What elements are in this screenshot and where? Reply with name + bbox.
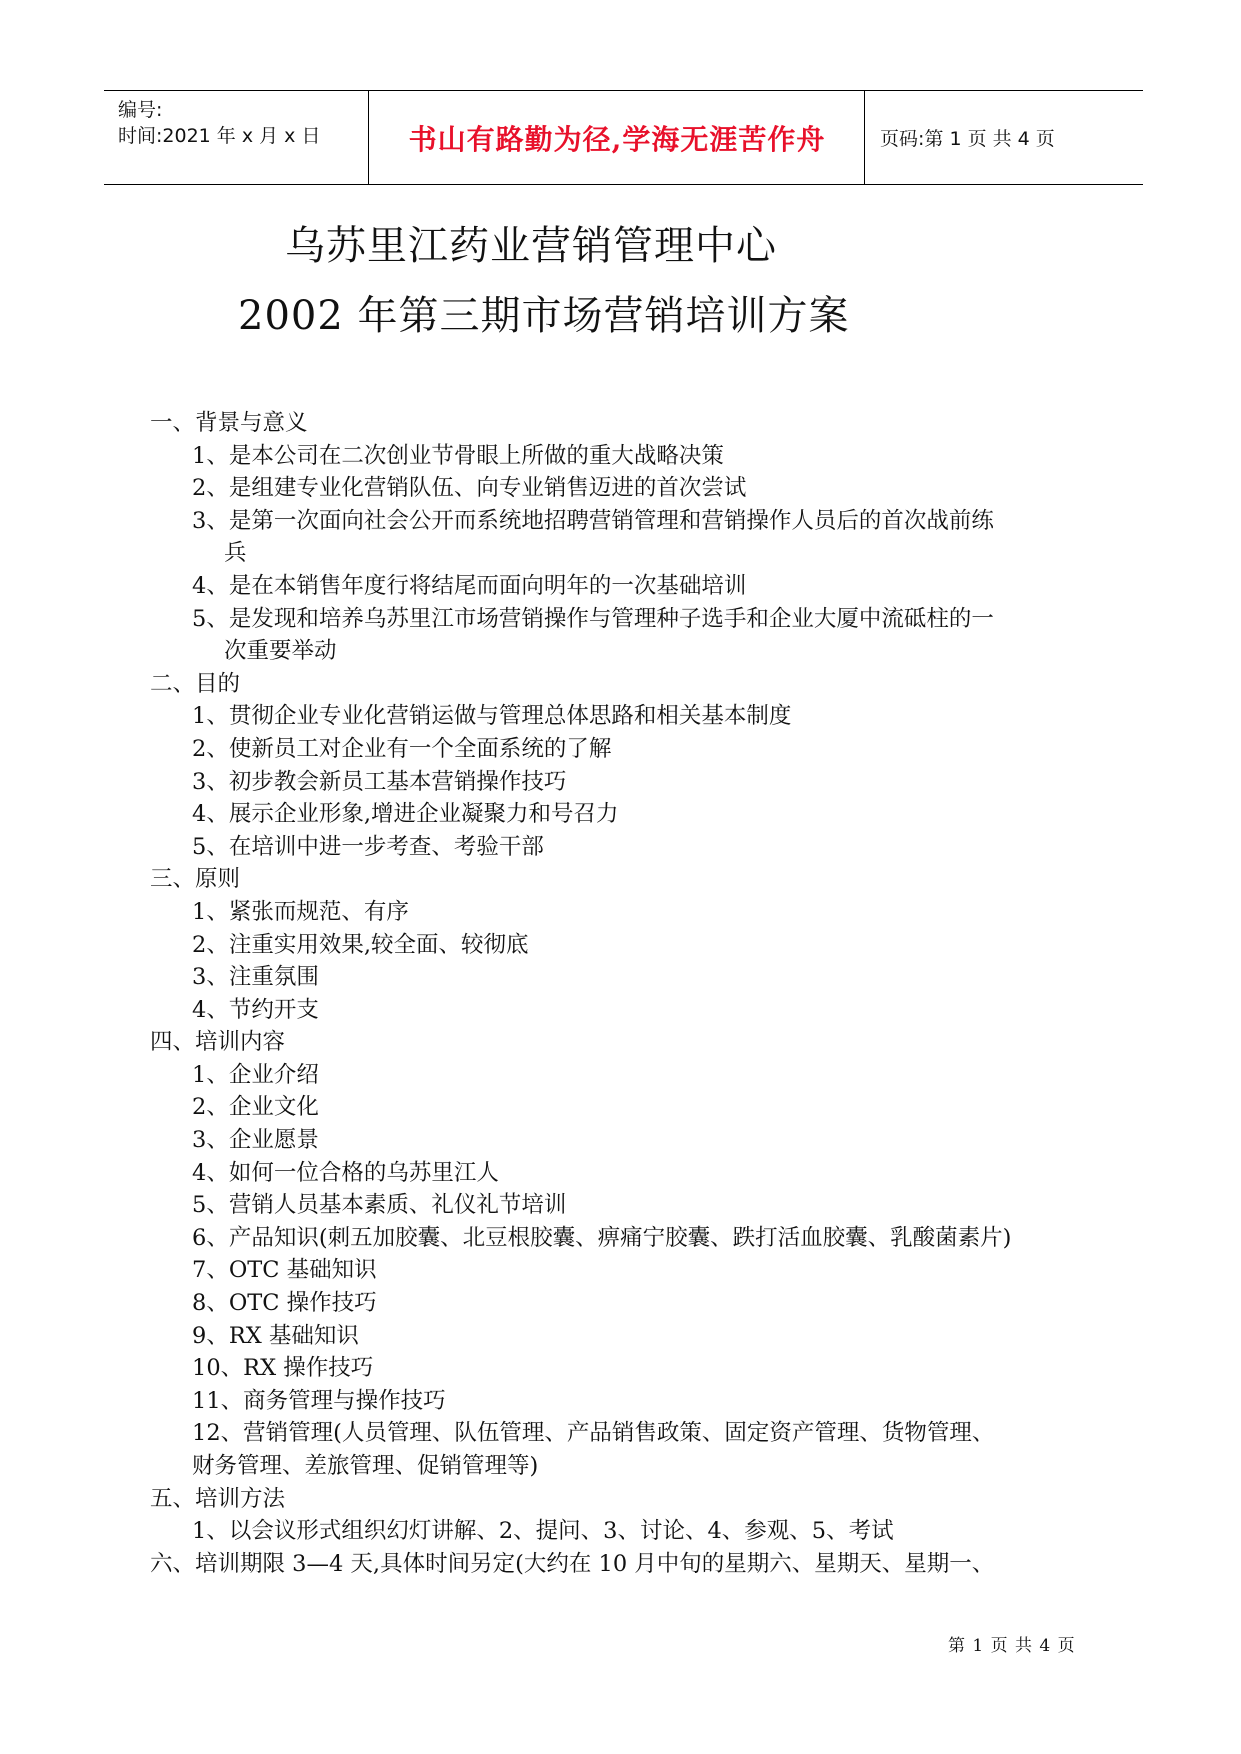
list-item: 1、企业介绍 [192, 1061, 319, 1088]
document-body [150, 407, 1110, 1580]
list-item: 7、OTC 基础知识 [192, 1257, 377, 1284]
list-item: 2、是组建专业化营销队伍、向专业销售迈进的首次尝试 [192, 475, 747, 502]
list-item: 1、紧张而规范、有序 [192, 898, 409, 925]
list-item: 5、营销人员基本素质、礼仪礼节培训 [192, 1192, 567, 1219]
time-label: 时间:2021 年 x 月 x 日 [118, 125, 321, 147]
header-page-cell [866, 91, 1143, 184]
list-item: 3、初步教会新员工基本营销操作技巧 [192, 768, 567, 795]
list-item: 12、营销管理(人员管理、队伍管理、产品销售政策、固定资产管理、货物管理、 [192, 1420, 995, 1447]
section-heading: 六、培训期限 3—4 天,具体时间另定(大约在 10 月中旬的星期六、星期天、星期一、 [150, 1550, 995, 1577]
list-item: 4、如何一位合格的乌苏里江人 [192, 1159, 499, 1186]
number-label: 编号: [118, 99, 163, 121]
list-item: 9、RX 基础知识 [192, 1322, 359, 1349]
section-heading: 二、目的 [150, 670, 241, 697]
list-item: 次重要举动 [224, 638, 337, 665]
list-item: 2、使新员工对企业有一个全面系统的了解 [192, 735, 612, 762]
list-item: 1、以会议形式组织幻灯讲解、2、提问、3、讨论、4、参观、5、考试 [192, 1518, 894, 1545]
list-item: 5、是发现和培养乌苏里江市场营销操作与管理种子选手和企业大厦中流砥柱的一 [192, 605, 994, 632]
section-heading: 三、原则 [150, 866, 241, 893]
section-heading: 五、培训方法 [150, 1485, 286, 1512]
list-item: 1、是本公司在二次创业节骨眼上所做的重大战略决策 [192, 442, 724, 469]
list-item: 3、是第一次面向社会公开而系统地招聘营销管理和营销操作人员后的首次战前练 [192, 507, 994, 534]
page-label: 页码:第 1 页 共 4 页 [880, 128, 1055, 150]
header-table [104, 90, 1143, 185]
list-item: 1、贯彻企业专业化营销运做与管理总体思路和相关基本制度 [192, 703, 792, 730]
list-item: 3、注重氛围 [192, 964, 319, 991]
list-item: 6、产品知识(刺五加胶囊、北豆根胶囊、痹痛宁胶囊、跌打活血胶囊、乳酸菌素片) [192, 1224, 1012, 1251]
section-heading: 四、培训内容 [150, 1029, 286, 1056]
document-title-line2: 2002 年第三期市场营销培训方案 [238, 293, 850, 339]
list-item: 2、企业文化 [192, 1094, 319, 1121]
list-item: 3、企业愿景 [192, 1127, 319, 1154]
list-item: 11、商务管理与操作技巧 [192, 1387, 446, 1414]
list-item: 8、OTC 操作技巧 [192, 1290, 377, 1317]
motto-text: 书山有路勤为径,学海无涯苦作舟 [408, 122, 826, 156]
list-item: 4、节约开支 [192, 996, 319, 1023]
list-item: 兵 [224, 540, 247, 567]
list-item: 10、RX 操作技巧 [192, 1355, 374, 1382]
list-item: 5、在培训中进一步考查、考验干部 [192, 833, 544, 860]
header-motto-cell [370, 91, 865, 184]
list-item: 4、是在本销售年度行将结尾而面向明年的一次基础培训 [192, 572, 747, 599]
document-title-line1: 乌苏里江药业营销管理中心 [285, 223, 777, 269]
header-meta-cell [104, 91, 369, 184]
section-heading: 一、背景与意义 [150, 410, 308, 436]
list-item: 4、展示企业形象,增进企业凝聚力和号召力 [192, 801, 619, 828]
list-item: 财务管理、差旅管理、促销管理等) [192, 1453, 539, 1479]
page-footer: 第 1 页 共 4 页 [948, 1636, 1076, 1656]
list-item: 2、注重实用效果,较全面、较彻底 [192, 931, 529, 958]
